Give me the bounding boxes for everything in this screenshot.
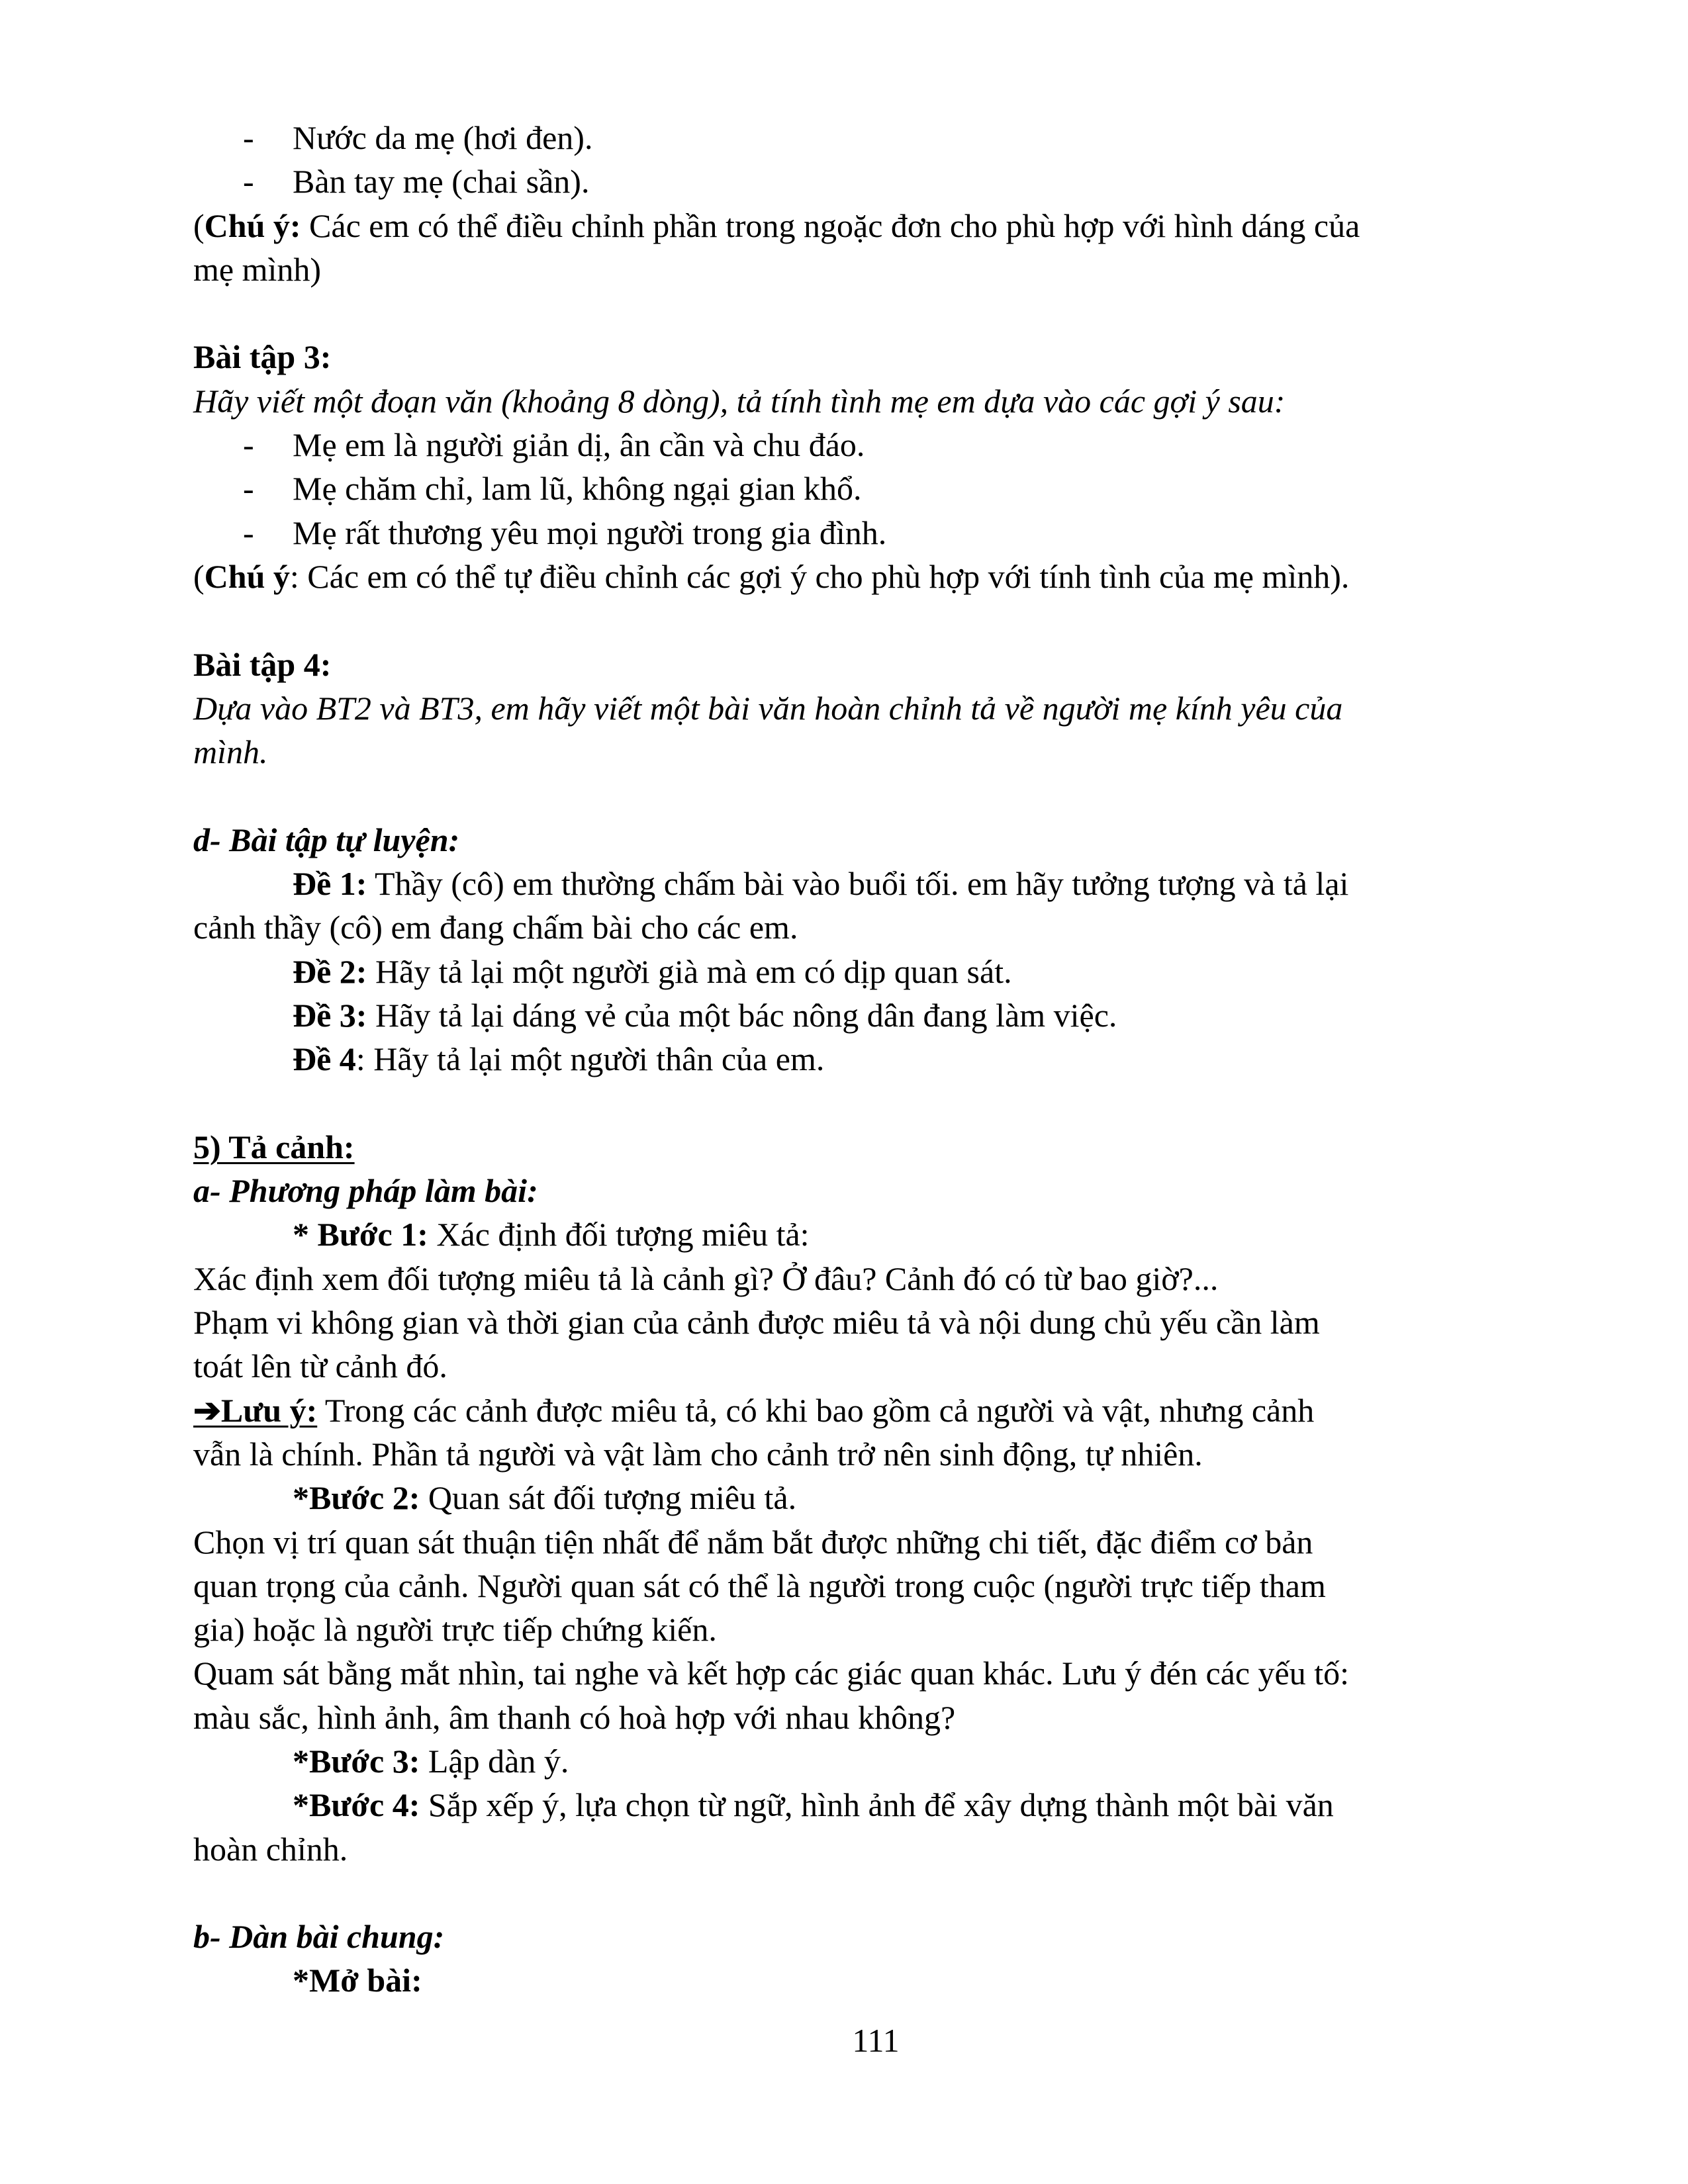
topic-1-continuation: cảnh thầy (cô) em đang chấm bài cho các em.: [193, 909, 798, 946]
step-4: *Bước 4: Sắp xếp ý, lựa chọn từ ngữ, hình ảnh để xây dựng thành một bài văn: [293, 1786, 1334, 1824]
note-continuation: vẫn là chính. Phần tả người và vật làm cho cảnh trở nên sinh động, tự nhiên.: [193, 1435, 1203, 1473]
paragraph-line: quan trọng của cảnh. Người quan sát có thể là người trong cuộc (người trực tiếp tham: [193, 1567, 1326, 1604]
paragraph-line: Xác định xem đối tượng miêu tả là cảnh gì? Ở đâu? Cảnh đó có từ bao giờ?...: [193, 1259, 1219, 1297]
paragraph-line: Chọn vị trí quan sát thuận tiện nhất để nắm bắt được những chi tiết, đặc điểm cơ bản: [193, 1523, 1313, 1561]
paragraph-line: Quam sát bằng mắt nhìn, tai nghe và kết hợp các giác quan khác. Lưu ý đén các yếu tố:: [193, 1655, 1349, 1692]
list-item: - Bàn tay mẹ (chai sần).: [243, 163, 590, 201]
step-3: *Bước 3: Lập dàn ý.: [293, 1742, 569, 1780]
page-number: 111: [852, 2022, 900, 2059]
document-page: [193, 116, 1557, 2003]
exercise-3-title: Bài tập 3:: [193, 338, 332, 376]
note-continuation: mẹ mình): [193, 250, 322, 288]
paragraph-line: Phạm vi không gian và thời gian của cảnh được miêu tả và nội dung chủ yếu cần làm: [193, 1304, 1320, 1342]
list-item: - Mẹ rất thương yêu mọi người trong gia đình.: [243, 514, 887, 551]
note: (Chú ý: Các em có thể tự điều chỉnh các gợi ý cho phù hợp với tính tình của mẹ mình).: [193, 557, 1350, 595]
exercise-4-prompt: Dựa vào BT2 và BT3, em hãy viết một bài văn hoàn chỉnh tả về người mẹ kính yêu của: [193, 689, 1343, 727]
intro-label: *Mở bài:: [293, 1962, 422, 1999]
note: ➔Lưu ý: Trong các cảnh được miêu tả, có khi bao gồm cả người và vật, nhưng cảnh: [193, 1391, 1315, 1429]
list-item: - Mẹ em là người giản dị, ân cần và chu đáo.: [243, 426, 865, 464]
list-item: - Mẹ chăm chỉ, lam lũ, không ngại gian khổ.: [243, 470, 862, 508]
topic-1: Đề 1: Thầy (cô) em thường chấm bài vào buổi tối. em hãy tưởng tượng và tả lại: [293, 865, 1349, 903]
exercise-4-prompt-continuation: mình.: [193, 733, 268, 771]
topic-3: Đề 3: Hãy tả lại dáng vẻ của một bác nông dân đang làm việc.: [293, 996, 1117, 1034]
step-4-continuation: hoàn chỉnh.: [193, 1830, 348, 1868]
section-5-title: 5) Tả cảnh:: [193, 1128, 355, 1165]
arrow-icon: ➔: [193, 1391, 221, 1429]
exercise-4-title: Bài tập 4:: [193, 645, 332, 683]
self-practice-title: d- Bài tập tự luyện:: [193, 821, 460, 858]
topic-2: Đề 2: Hãy tả lại một người già mà em có dịp quan sát.: [293, 952, 1012, 990]
topic-4: Đề 4: Hãy tả lại một người thân của em.: [293, 1040, 825, 1078]
step-1: * Bước 1: Xác định đối tượng miêu tả:: [293, 1216, 810, 1253]
step-2: *Bước 2: Quan sát đối tượng miêu tả.: [293, 1479, 797, 1517]
method-title: a- Phương pháp làm bài:: [193, 1172, 538, 1210]
paragraph-line: gia) hoặc là người trực tiếp chứng kiến.: [193, 1611, 717, 1649]
paragraph-line: màu sắc, hình ảnh, âm thanh có hoà hợp với nhau không?: [193, 1698, 956, 1736]
exercise-3-prompt: Hãy viết một đoạn văn (khoảng 8 dòng), tả tính tình mẹ em dựa vào các gợi ý sau:: [193, 382, 1286, 420]
list-item: - Nước da mẹ (hơi đen).: [243, 119, 593, 156]
note: (Chú ý: Các em có thể điều chỉnh phần trong ngoặc đơn cho phù hợp với hình dáng của: [193, 206, 1360, 244]
outline-title: b- Dàn bài chung:: [193, 1918, 445, 1956]
paragraph-line: toát lên từ cảnh đó.: [193, 1347, 447, 1385]
